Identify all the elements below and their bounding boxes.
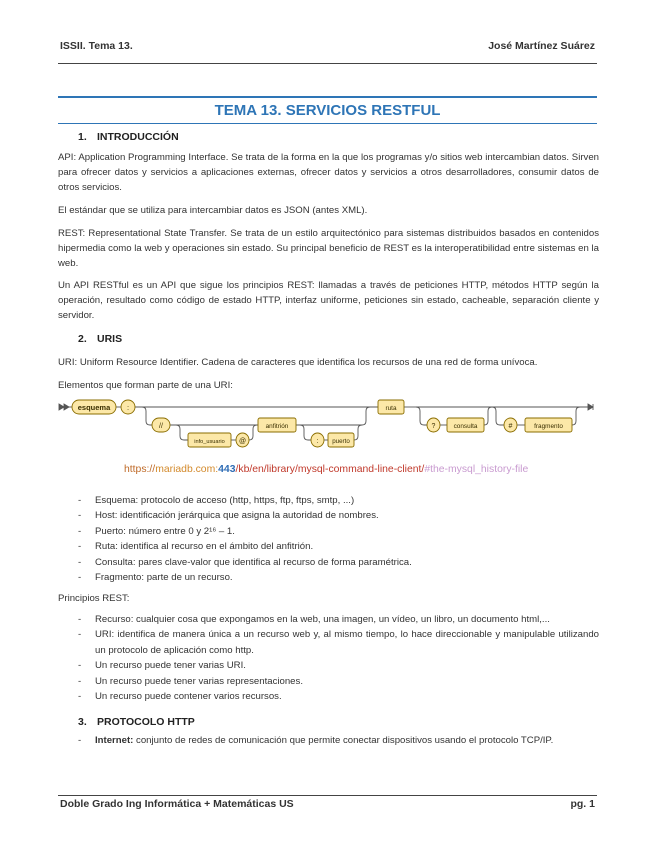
node-consulta: consulta: [453, 423, 478, 430]
list-item: - Esquema: protocolo de acceso (http, https, ftp, ftps, smtp, ...): [78, 493, 599, 508]
node-puerto: puerto: [332, 438, 350, 445]
page-footer: [58, 798, 597, 812]
paragraph-api: API: Application Programming Interface. Se trata de la forma en la que los programas y/o sitios web intercambian datos. Sirven para ofrecer datos y servicios a aplicaciones externas, ofrecer datos y servicios a otros desarrolladores, consumir datos de otros servicios.: [58, 152, 599, 194]
section-number: 3.: [78, 716, 87, 728]
page-title: TEMA 13. SERVICIOS RESTFUL: [214, 102, 441, 119]
uri-parts-list: [78, 493, 599, 585]
node-at: @: [238, 438, 247, 445]
list-item: - URI: identifica de manera única a un recurso web y, al mismo tiempo, lo hace direccionable y manipulable utilizando un protocolo de aplicación como http.: [78, 627, 599, 658]
node-anfitrion: anfitrión: [265, 423, 289, 430]
title-banner: [58, 96, 597, 124]
definition-internet: conjunto de redes de comunicación que permite conectar dispositivos usando el protocolo TCP/IP.: [133, 735, 554, 746]
node-question: ?: [431, 423, 436, 430]
node-ruta: ruta: [385, 405, 397, 412]
section-title: INTRODUCCIÓN: [97, 131, 179, 143]
paragraph-json: El estándar que se utiliza para intercambiar datos es JSON (antes XML).: [58, 205, 368, 216]
example-url: [124, 464, 528, 475]
list-item: - Ruta: identifica al recurso en el ámbito del anfitrión.: [78, 539, 599, 554]
paragraph-uri: URI: Uniform Resource Identifier. Cadena de caracteres que identifica los recursos de una red de forma unívoca.: [58, 357, 538, 368]
page-number: pg. 1: [570, 798, 595, 810]
uri-syntax-diagram: [58, 394, 599, 456]
url-port: 443: [218, 464, 236, 475]
node-hash: #: [508, 423, 513, 430]
header-author: José Martínez Suárez: [488, 40, 595, 52]
footer-divider: [58, 795, 597, 796]
section-heading-introduccion: [78, 131, 179, 143]
list-item: - Consulta: pares clave-valor que identifica al recurso de forma paramétrica.: [78, 555, 599, 570]
header-divider: [58, 63, 597, 64]
node-colon2: :: [316, 438, 319, 445]
header-course: ISSII. Tema 13.: [60, 40, 133, 52]
url-path: /kb/en/library/mysql-command-line-client/: [235, 464, 425, 475]
url-fragment: #the-mysql_history-file: [424, 464, 529, 475]
page-header: [58, 40, 597, 54]
paragraph-principles: Principios REST:: [58, 593, 130, 604]
principles-list: [78, 612, 599, 704]
footer-degree: Doble Grado Ing Informática + Matemáticas US: [60, 798, 294, 810]
url-host: mariadb.com:: [155, 464, 219, 475]
term-internet: Internet:: [95, 735, 134, 746]
section-title: URIS: [97, 333, 123, 345]
section-number: 1.: [78, 131, 87, 143]
node-esquema: esquema: [77, 403, 111, 412]
section-title: PROTOCOLO HTTP: [97, 716, 195, 728]
paragraph-uri-elements: Elementos que forman parte de una URI:: [58, 380, 233, 391]
list-item: - Un recurso puede contener varios recursos.: [78, 689, 599, 704]
list-item: - Un recurso puede tener varias URI.: [78, 658, 599, 673]
paragraph-api-restful: Un API RESTful es un API que sigue los principios REST: llamadas a través de peticiones HTTP, métodos HTTP según la operación, resultado como código de estado HTTP, interfaz uniforme, peticiones sin estado, cacheable, separación cliente y servidor.: [58, 280, 599, 322]
http-list: [78, 733, 599, 748]
diagram-start-marker: [59, 404, 69, 410]
node-info-usuario: info_usuario: [194, 439, 225, 445]
list-item: - Fragmento: parte de un recurso.: [78, 570, 599, 585]
list-item: - Puerto: número entre 0 y 2¹⁶ – 1.: [78, 524, 599, 539]
list-item: - Host: identificación jerárquica que asigna la autoridad de nombres.: [78, 508, 599, 523]
list-item: - Un recurso puede tener varias representaciones.: [78, 674, 599, 689]
section-number: 2.: [78, 333, 87, 345]
diagram-end-marker: [588, 404, 593, 410]
node-slashes: //: [159, 423, 163, 430]
section-heading-protocolo-http: [78, 716, 195, 728]
list-item: - Recurso: cualquier cosa que expongamos en la web, una imagen, un vídeo, un libro, un documento html,...: [78, 612, 599, 627]
url-scheme: https://: [124, 464, 156, 475]
paragraph-rest: REST: Representational State Transfer. Se trata de un estilo arquitectónico para sistemas distribuidos basados en contenidos hipermedia como la web y operaciones sin estado. Su principal beneficio de REST es la interoperatibilidad entre sistemas en la web.: [58, 228, 599, 270]
node-colon: :: [126, 403, 130, 412]
list-item: [78, 733, 599, 748]
node-fragmento: fragmento: [534, 423, 563, 430]
section-heading-uris: [78, 333, 122, 345]
